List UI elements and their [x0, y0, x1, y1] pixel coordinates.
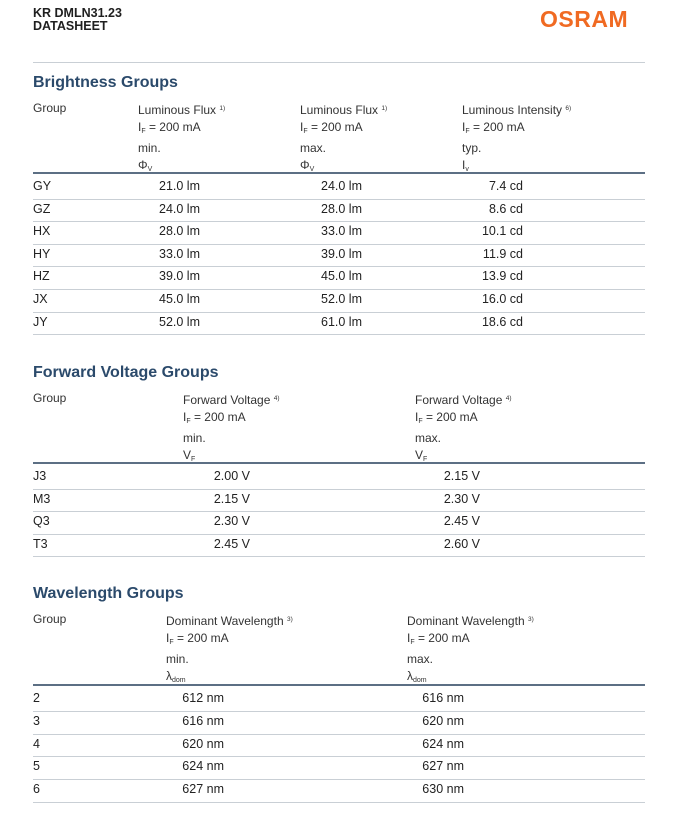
- condition-subscript: F: [141, 128, 146, 135]
- table-cell: 2.15 V: [213, 491, 250, 506]
- column-name-line: [300, 100, 387, 119]
- table-cell: 624 nm: [182, 759, 224, 774]
- test-condition: [407, 630, 534, 651]
- group-code: 3: [33, 713, 40, 728]
- brightness-column-header: [138, 100, 225, 178]
- table-cell: 620 nm: [422, 713, 464, 728]
- footnote-ref: 4): [505, 395, 512, 402]
- condition-value: = 200 mA: [422, 410, 478, 424]
- condition-symbol: I: [415, 410, 419, 424]
- test-condition: [300, 119, 387, 140]
- document-header: [33, 7, 122, 33]
- quantity-symbol: [300, 157, 387, 178]
- table-cell: 39.0 lm: [159, 269, 200, 284]
- table-cell: 8.6 cd: [488, 201, 523, 216]
- group-code: GZ: [33, 201, 51, 216]
- group-code: JX: [33, 292, 48, 306]
- table-cell: 13.9 cd: [481, 269, 523, 284]
- table-cell: 45.0 lm: [159, 292, 200, 306]
- group-code: JY: [33, 314, 48, 329]
- value-kind: min.: [166, 652, 189, 666]
- column-name-line: [462, 100, 571, 119]
- symbol: λ: [166, 669, 172, 683]
- condition-subscript: F: [186, 418, 191, 425]
- voltage-column-header: [415, 390, 512, 468]
- test-condition: [138, 119, 225, 140]
- brightness-header-rule: [33, 172, 645, 174]
- symbol: Φ: [300, 158, 310, 172]
- condition-subscript: F: [303, 128, 308, 135]
- row-divider: [33, 334, 645, 335]
- group-code: 4: [33, 736, 40, 751]
- condition-value: = 200 mA: [307, 120, 363, 134]
- column-name: Forward Voltage: [183, 393, 271, 407]
- wavelength-header-rule: [33, 684, 645, 686]
- table-cell: 33.0 lm: [159, 246, 200, 261]
- condition-value: = 200 mA: [145, 120, 201, 134]
- table-cell: 2.30 V: [443, 491, 480, 506]
- column-name: Luminous Intensity: [462, 103, 563, 117]
- table-cell: 52.0 lm: [321, 292, 362, 306]
- footnote-ref: 4): [273, 395, 280, 402]
- table-cell: 52.0 lm: [159, 314, 200, 329]
- row-divider: [33, 711, 645, 712]
- table-cell: 18.6 cd: [481, 314, 523, 329]
- footnote-ref: 6): [565, 105, 572, 112]
- table-cell: 39.0 lm: [321, 246, 362, 261]
- group-code: HY: [33, 246, 51, 261]
- condition-subscript: F: [465, 128, 470, 135]
- table-cell: 24.0 lm: [159, 201, 200, 216]
- group-code: HZ: [33, 269, 50, 284]
- table-cell: 28.0 lm: [159, 224, 200, 239]
- voltage-group-header: Group: [33, 391, 67, 405]
- row-divider: [33, 244, 645, 245]
- quantity-symbol: [462, 157, 571, 178]
- symbol-subscript: dom: [172, 677, 186, 684]
- quantity-symbol: [138, 157, 225, 178]
- symbol: λ: [407, 669, 413, 683]
- row-divider: [33, 511, 645, 512]
- column-name-line: [183, 390, 280, 409]
- table-cell: 616 nm: [422, 691, 464, 705]
- symbol-subscript: dom: [413, 677, 427, 684]
- table-cell: 21.0 lm: [159, 179, 200, 193]
- condition-symbol: I: [462, 120, 466, 134]
- footnote-ref: 1): [219, 105, 226, 112]
- group-code: M3: [33, 491, 51, 506]
- group-code: T3: [33, 536, 48, 551]
- row-divider: [33, 312, 645, 313]
- row-divider: [33, 221, 645, 222]
- wavelength-section-title: Wavelength Groups: [33, 585, 184, 602]
- condition-value: = 200 mA: [414, 631, 470, 645]
- test-condition: [166, 630, 293, 651]
- condition-value: = 200 mA: [190, 410, 246, 424]
- symbol: Φ: [138, 158, 148, 172]
- column-name: Dominant Wavelength: [407, 614, 525, 628]
- symbol: V: [415, 448, 424, 462]
- column-name: Forward Voltage: [415, 393, 503, 407]
- group-code: GY: [33, 179, 52, 193]
- symbol-subscript: F: [191, 456, 196, 463]
- brightness-column-header: [462, 100, 571, 178]
- test-condition: [415, 409, 512, 430]
- wavelength-column-header: [407, 611, 534, 689]
- table-cell: 624 nm: [422, 736, 464, 751]
- row-divider: [33, 756, 645, 757]
- table-cell: 627 nm: [422, 759, 464, 774]
- condition-symbol: I: [183, 410, 187, 424]
- condition-symbol: I: [166, 631, 170, 645]
- brand-logo: OSRAM: [540, 6, 629, 32]
- column-name-line: [407, 611, 534, 630]
- condition-subscript: F: [169, 639, 174, 646]
- brightness-section-title: Brightness Groups: [33, 74, 178, 91]
- footnote-ref: 3): [286, 616, 293, 623]
- wavelength-column-header: [166, 611, 293, 689]
- group-code: 6: [33, 782, 40, 797]
- symbol-subscript: F: [423, 456, 428, 463]
- condition-symbol: I: [138, 120, 142, 134]
- footnote-ref: 3): [527, 616, 534, 623]
- table-cell: 612 nm: [182, 691, 224, 705]
- column-name-line: [415, 390, 512, 409]
- row-divider: [33, 289, 645, 290]
- condition-subscript: F: [418, 418, 423, 425]
- test-condition: [462, 119, 571, 140]
- brightness-column-header: [300, 100, 387, 178]
- value-kind: max.: [300, 141, 327, 155]
- row-divider: [33, 266, 645, 267]
- quantity-symbol: [415, 447, 512, 468]
- footnote-ref: 1): [381, 105, 388, 112]
- value-kind: max.: [415, 431, 442, 445]
- table-cell: 10.1 cd: [481, 224, 523, 239]
- symbol-subscript: v: [465, 166, 469, 173]
- table-cell: 45.0 lm: [321, 269, 362, 284]
- table-cell: 28.0 lm: [321, 201, 362, 216]
- row-divider: [33, 534, 645, 535]
- table-cell: 2.15 V: [443, 469, 480, 483]
- row-divider: [33, 556, 645, 557]
- row-divider: [33, 734, 645, 735]
- value-kind: min.: [183, 431, 206, 445]
- column-name-line: [138, 100, 225, 119]
- row-divider: [33, 489, 645, 490]
- column-name: Dominant Wavelength: [166, 614, 284, 628]
- symbol: I: [462, 158, 466, 172]
- symbol: V: [183, 448, 192, 462]
- group-code: 2: [33, 691, 40, 705]
- voltage-section-title: Forward Voltage Groups: [33, 364, 219, 381]
- column-name-line: [166, 611, 293, 630]
- condition-symbol: I: [300, 120, 304, 134]
- document-type: DATASHEET: [33, 19, 108, 33]
- table-cell: 2.00 V: [213, 469, 250, 483]
- value-kind: max.: [407, 652, 434, 666]
- table-cell: 16.0 cd: [481, 292, 523, 306]
- table-cell: 616 nm: [182, 713, 224, 728]
- value-kind: typ.: [462, 141, 482, 155]
- group-code: J3: [33, 469, 47, 483]
- voltage-header-rule: [33, 462, 645, 464]
- table-cell: 24.0 lm: [321, 179, 362, 193]
- table-cell: 11.9 cd: [482, 246, 523, 261]
- quantity-symbol: [183, 447, 280, 468]
- column-name: Luminous Flux: [138, 103, 217, 117]
- condition-value: = 200 mA: [173, 631, 229, 645]
- group-code: Q3: [33, 514, 50, 529]
- column-name: Luminous Flux: [300, 103, 379, 117]
- row-divider: [33, 802, 645, 803]
- table-cell: 627 nm: [182, 782, 224, 797]
- group-code: HX: [33, 224, 51, 239]
- table-cell: 630 nm: [422, 782, 464, 797]
- row-divider: [33, 779, 645, 780]
- brightness-group-header: Group: [33, 101, 67, 115]
- symbol-subscript: V: [147, 166, 153, 173]
- table-cell: 2.45 V: [213, 536, 250, 551]
- table-cell: 620 nm: [182, 736, 224, 751]
- condition-value: = 200 mA: [469, 120, 525, 134]
- wavelength-group-header: Group: [33, 612, 67, 626]
- row-divider: [33, 199, 645, 200]
- header-divider: [33, 62, 645, 63]
- table-cell: 2.45 V: [443, 514, 480, 529]
- table-cell: 2.60 V: [443, 536, 480, 551]
- voltage-column-header: [183, 390, 280, 468]
- table-cell: 2.30 V: [213, 514, 250, 529]
- value-kind: min.: [138, 141, 161, 155]
- condition-symbol: I: [407, 631, 411, 645]
- product-name: KR DMLN31.23: [33, 6, 122, 20]
- symbol-subscript: V: [309, 166, 315, 173]
- group-code: 5: [33, 759, 40, 774]
- table-cell: 33.0 lm: [321, 224, 362, 239]
- condition-subscript: F: [410, 639, 415, 646]
- table-cell: 7.4 cd: [488, 179, 523, 193]
- test-condition: [183, 409, 280, 430]
- table-cell: 61.0 lm: [321, 314, 362, 329]
